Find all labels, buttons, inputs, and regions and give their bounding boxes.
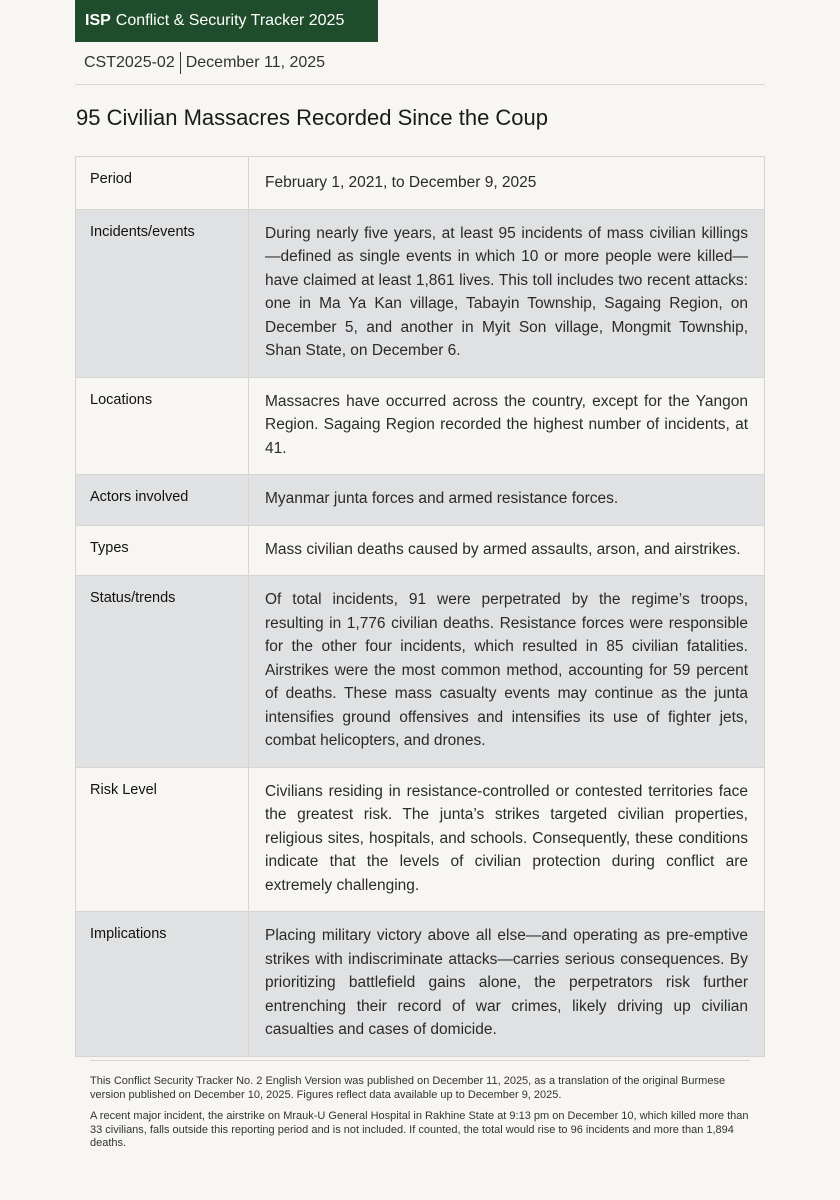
row-value: February 1, 2021, to December 9, 2025 [249,157,765,210]
tracker-series-title: Conflict & Security Tracker 2025 [115,12,345,29]
row-value: Myanmar junta forces and armed resistance forces. [249,475,765,526]
row-label: Status/trends [76,576,249,768]
row-label: Incidents/events [76,209,249,377]
tracker-table [75,156,765,1057]
row-value: Mass civilian deaths caused by armed assaults, arson, and airstrikes. [249,525,765,576]
table-row-period [76,157,765,210]
row-value: During nearly five years, at least 95 incidents of mass civilian killings—defined as single events in which 10 or more people were killed—have claimed at least 1,861 lives. This toll includes two recent attacks: one in Ma Ya Kan village, Tabayin Township, Sagaing Region, on December 5, and another in Myit Son village, Mongmit Township, Shan State, on December 6. [249,209,765,377]
meta-separator [180,52,181,74]
table-row-incidents [76,209,765,377]
row-value: Civilians residing in resistance-controlled or contested territories face the greatest risk. The junta’s strikes targeted civilian properties, religious sites, hospitals, and schools. Consequently, these conditions indicate that the levels of civilian protection during conflict are extremely challenging. [249,767,765,912]
brand-name: ISP [85,12,111,29]
table-row-types [76,525,765,576]
document-code: CST2025-02 [84,54,175,71]
row-label: Period [76,157,249,210]
row-label: Types [76,525,249,576]
table-row-locations [76,377,765,475]
table-row-risk [76,767,765,912]
table-row-implications [76,912,765,1057]
table-row-status [76,576,765,768]
tracker-header-band [75,0,378,42]
footnote-excluded-incident: A recent major incident, the airstrike on Mrauk-U General Hospital in Rakhine State at 9:13 pm on December 10, which killed more than 33 civilians, falls outside this reporting period and is not included. If counted, the total would rise to 96 incidents and more than 1,894 deaths. [90,1110,749,1149]
row-label: Risk Level [76,767,249,912]
footnotes [90,1060,750,1159]
row-value: Massacres have occurred across the country, except for the Yangon Region. Sagaing Region recorded the highest number of incidents, at 41. [249,377,765,475]
page-title: 95 Civilian Massacres Recorded Since the Coup [76,105,549,130]
row-value: Of total incidents, 91 were perpetrated by the regime’s troops, resulting in 1,776 civilian deaths. Resistance forces were responsible for the other four incidents, which resulted in 85 civilian fatalities. Airstrikes were the most common method, accounting for 59 percent of deaths. These mass casualty events may continue as the junta intensifies ground offensives and intensifies its use of fighter jets, combat helicopters, and drones. [249,576,765,768]
table-row-actors [76,475,765,526]
row-label: Actors involved [76,475,249,526]
row-value: Placing military victory above all else—and operating as pre-emptive strikes with indiscriminate attacks—carries serious consequences. By prioritizing battlefield gains alone, the perpetrators risk further entrenching their record of war crimes, likely driving up civilian casualties and cases of domicide. [249,912,765,1057]
row-label: Locations [76,377,249,475]
footnote-publication: This Conflict Security Tracker No. 2 English Version was published on December 11, 2025, as a translation of the original Burmese version published on December 10, 2025. Figures reflect data available up to December 9, 2025. [90,1075,726,1101]
publication-date: December 11, 2025 [185,54,326,71]
header-divider [75,84,765,85]
document-meta [84,52,325,74]
row-label: Implications [76,912,249,1057]
